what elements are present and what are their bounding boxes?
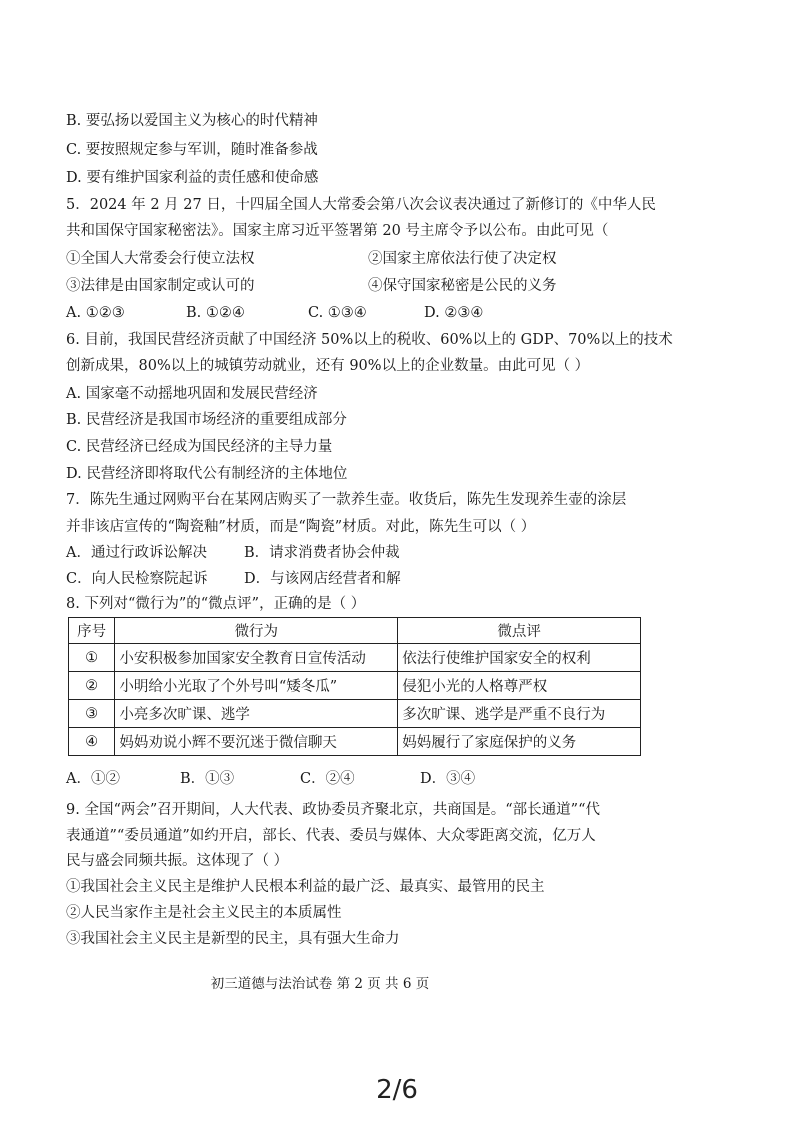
q5-stem-line-2: 共和国保守国家秘密法》。国家主席习近平签署第 20 号主席令予以公布。由此可见（ — [66, 223, 609, 239]
q7-option-c: C．向人民检察院起诉 — [66, 571, 208, 587]
row-behavior: 小安积极参加国家安全教育日宣传活动 — [115, 644, 398, 672]
q4-option-d: D. 要有维护国家利益的责任感和使命感 — [66, 170, 319, 186]
row-comment: 多次旷课、逃学是严重不良行为 — [398, 700, 641, 728]
table-row — [69, 672, 641, 700]
row-number: ③ — [69, 700, 115, 728]
header-comment: 微点评 — [398, 618, 641, 644]
q8-stem: 8. 下列对“微行为”的“微点评”，正确的是（ ） — [66, 596, 366, 612]
q9-stem-line-3: 民与盛会同频共振。这体现了（ ） — [66, 853, 289, 869]
q8-option-c: C．②④ — [300, 771, 355, 787]
q7-option-a: A．通过行政诉讼解决 — [66, 545, 207, 561]
row-number: ① — [69, 644, 115, 672]
q4-option-b: B. 要弘扬以爱国主义为核心的时代精神 — [66, 113, 318, 129]
q7-stem-line-2: 并非该店宣传的“陶瓷釉”材质，而是“陶瓷”材质。对此，陈先生可以（ ） — [66, 519, 536, 535]
q9-statement-1: ①我国社会主义民主是维护人民根本利益的最广泛、最真实、最管用的民主 — [66, 879, 545, 895]
q5-statement-1: ①全国人大常委会行使立法权 — [66, 251, 255, 267]
table-row — [69, 644, 641, 672]
q9-statement-3: ③我国社会主义民主是新型的民主，具有强大生命力 — [66, 931, 400, 947]
header-number: 序号 — [69, 618, 115, 644]
q7-option-d: D．与该网店经营者和解 — [244, 571, 401, 587]
row-comment: 妈妈履行了家庭保护的义务 — [398, 728, 641, 756]
q5-option-d: D. ②③④ — [424, 305, 484, 321]
q6-option-b: B. 民营经济是我国市场经济的重要组成部分 — [66, 412, 347, 428]
q6-stem-line-1: 6. 目前，我国民营经济贡献了中国经济 50%以上的税收、60%以上的 GDP、70%以上的技术 — [66, 332, 673, 348]
q5-statement-4: ④保守国家秘密是公民的义务 — [368, 278, 557, 294]
q5-option-a: A. ①②③ — [66, 305, 125, 321]
q6-option-d: D. 民营经济即将取代公有制经济的主体地位 — [66, 466, 348, 482]
q5-statement-2: ②国家主席依法行使了决定权 — [368, 251, 557, 267]
row-behavior: 妈妈劝说小辉不要沉迷于微信聊天 — [115, 728, 398, 756]
q5-option-c: C. ①③④ — [308, 305, 367, 321]
q4-option-c: C. 要按照规定参与军训，随时准备参战 — [66, 142, 318, 158]
row-behavior: 小亮多次旷课、逃学 — [115, 700, 398, 728]
q6-option-c: C. 民营经济已经成为国民经济的主导力量 — [66, 439, 333, 455]
row-comment: 侵犯小光的人格尊严权 — [398, 672, 641, 700]
q9-statement-2: ②人民当家作主是社会主义民主的本质属性 — [66, 905, 342, 921]
q8-option-a: A．①② — [66, 771, 120, 787]
page-indicator: 2/6 — [376, 1075, 418, 1105]
header-behavior: 微行为 — [115, 618, 398, 644]
row-behavior: 小明给小光取了个外号叫“矮冬瓜” — [115, 672, 398, 700]
q5-option-b: B. ①②④ — [186, 305, 245, 321]
q7-stem-line-1: 7．陈先生通过网购平台在某网店购买了一款养生壶。收货后，陈先生发现养生壶的涂层 — [66, 492, 627, 508]
row-comment: 依法行使维护国家安全的权利 — [398, 644, 641, 672]
page-footer: 初三道德与法治试卷 第 2 页 共 6 页 — [210, 976, 430, 992]
q5-stem-line-1: 5．2024 年 2 月 27 日，十四届全国人大常委会第八次会议表决通过了新修订的《中华人民 — [66, 197, 656, 213]
q9-stem-line-2: 表通道”“委员通道”如约开启，部长、代表、委员与媒体、大众零距离交流，亿万人 — [66, 828, 596, 844]
q6-option-a: A. 国家毫不动摇地巩固和发展民营经济 — [66, 386, 318, 402]
q8-table — [68, 617, 641, 756]
q5-statement-3: ③法律是由国家制定或认可的 — [66, 278, 255, 294]
q8-option-b: B．①③ — [180, 771, 235, 787]
q7-option-b: B．请求消费者协会仲裁 — [244, 545, 400, 561]
row-number: ② — [69, 672, 115, 700]
table-row — [69, 700, 641, 728]
table-header-row — [69, 618, 641, 644]
table-row — [69, 728, 641, 756]
q9-stem-line-1: 9. 全国“两会”召开期间，人大代表、政协委员齐聚北京，共商国是。“部长通道”“代 — [66, 802, 601, 818]
q6-stem-line-2: 创新成果，80%以上的城镇劳动就业，还有 90%以上的企业数量。由此可见（ ） — [66, 358, 590, 374]
row-number: ④ — [69, 728, 115, 756]
q8-option-d: D．③④ — [420, 771, 476, 787]
